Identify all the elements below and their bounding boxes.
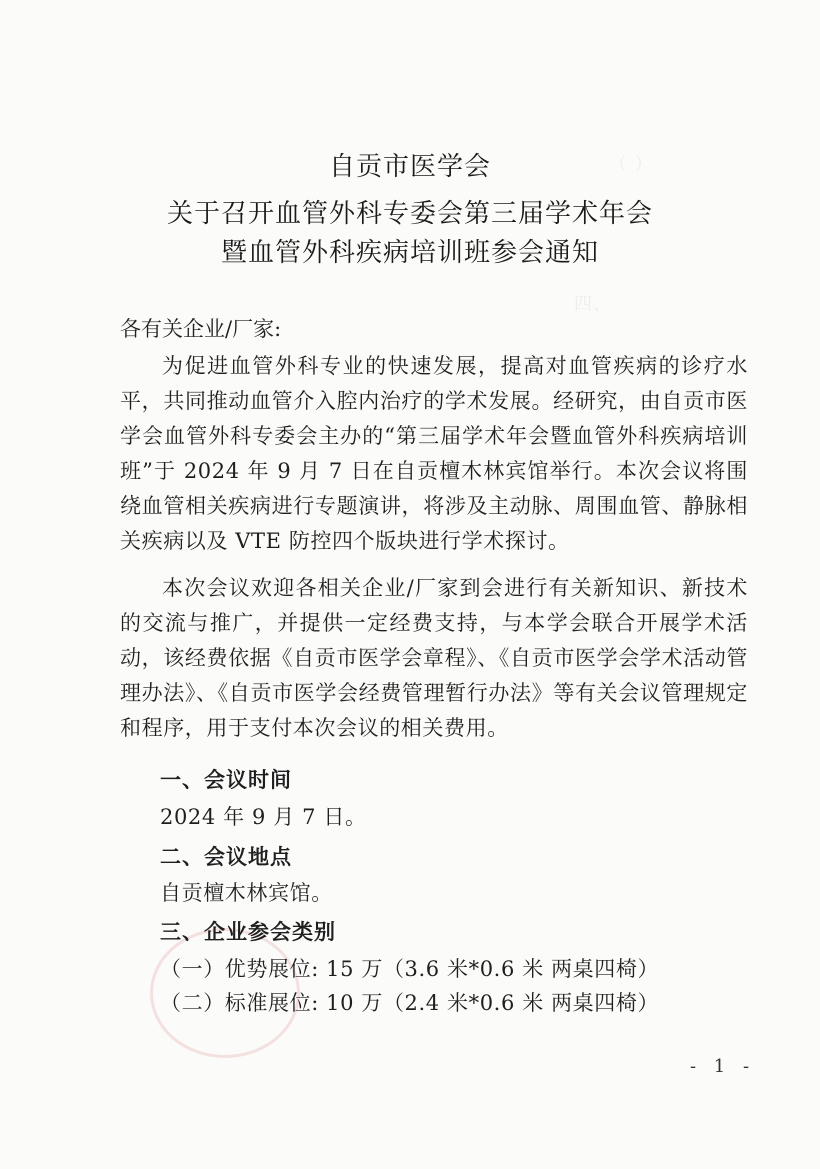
bleed-through-texture: （ ） （ ） xyxy=(430,154,654,175)
body-paragraph-1: 为促进血管外科专业的快速发展，提高对血管疾病的诊疗水平，共同推动血管介入腔内治疗的学术发展。经研究，由自贡市医学会血管外科专委会主办的“第三届学术年会暨血管外科疾病培训班”于 2024 年 9 月 7 日在自贡檀木林宾馆举行。本次会议将围绕血管相关疾病进行专题演讲，将涉及主动脉、周围血管、静脉相关疾病以及 VTE 防控四个版块进行学术探讨。 xyxy=(120,354,748,553)
booth-option-standard: （二）标准展位: 10 万（2.4 米*0.6 米 两桌四椅） xyxy=(160,991,660,1015)
document-title-line-3: 暨血管外科疾病培训班参会通知 xyxy=(220,238,599,268)
document-title-line-1: 自贡市医学会 xyxy=(328,152,491,182)
document-title-line-2: 关于召开血管外科专委会第三届学术年会 xyxy=(166,199,653,229)
section-heading-meeting-venue: 二、会议地点 xyxy=(160,845,292,869)
section-text-meeting-time: 2024 年 9 月 7 日。 xyxy=(160,805,367,829)
booth-option-premium: （一）优势展位: 15 万（3.6 米*0.6 米 两桌四椅） xyxy=(160,957,660,981)
section-heading-participation-category: 三、企业参会类别 xyxy=(160,920,336,944)
salutation: 各有关企业/厂家: xyxy=(120,317,282,341)
bleed-through-texture: 四、 xyxy=(460,294,612,315)
section-heading-meeting-time: 一、会议时间 xyxy=(160,768,292,792)
section-text-meeting-venue: 自贡檀木林宾馆。 xyxy=(160,881,333,905)
page-number: - 1 - xyxy=(690,1056,756,1077)
body-paragraph-2: 本次会议欢迎各相关企业/厂家到会进行有关新知识、新技术的交流与推广，并提供一定经费支持，与本学会联合开展学术活动，该经费依据《自贡市医学会章程》、《自贡市医学会学术活动管理办法》、《自贡市医学会经费管理暂行办法》等有关会议管理规定和程序，用于支付本次会议的相关费用。 xyxy=(120,576,748,740)
